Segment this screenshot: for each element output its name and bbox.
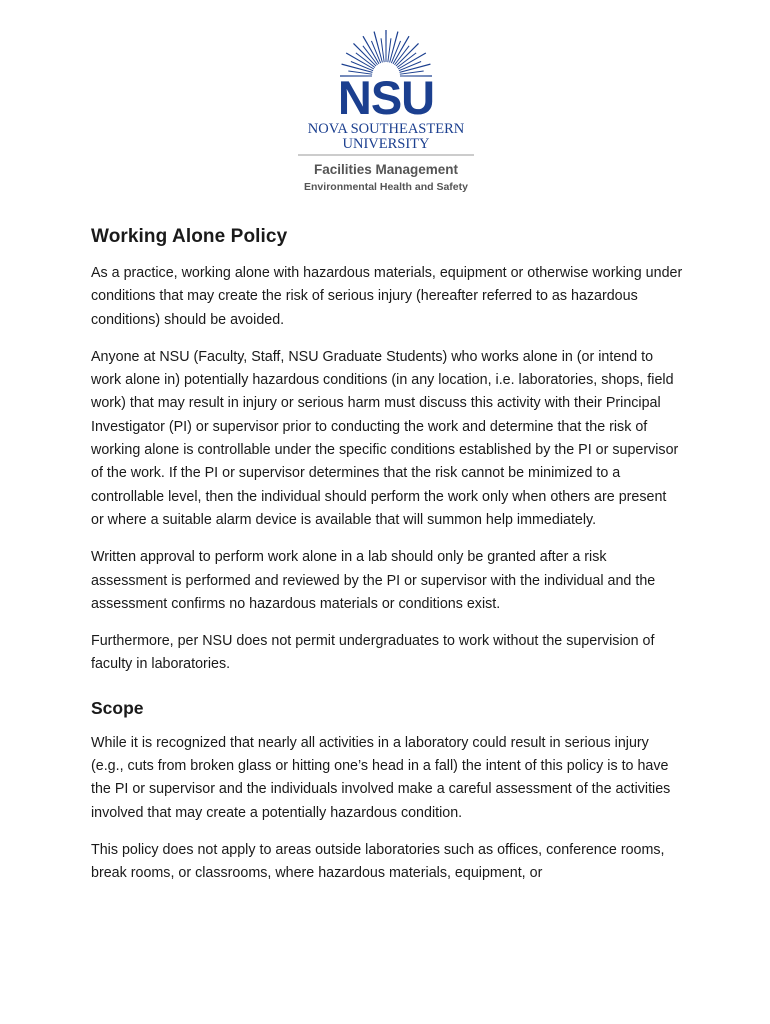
scope-paragraph-2: This policy does not apply to areas outside laboratories such as offices, conference rooms, break rooms, or classrooms, where hazardous materials, equipment, or (91, 841, 665, 882)
intro-paragraph-4: Furthermore, per NSU does not permit undergraduates to work without the supervision of faculty in laboratories. (91, 633, 655, 673)
nsu-sunburst-icon (295, 22, 477, 197)
document-header (0, 22, 770, 197)
logo-text: NSU (337, 71, 435, 124)
intro-paragraph-3: Written approval to perform work alone in a lab should only be granted after a risk assessment is performed and reviewed by the PI or supervisor with the individual and the assessment confirms no hazardous materials or conditions exist. (91, 549, 656, 612)
division-name: Environmental Health and Safety (304, 181, 468, 193)
sunburst-ray (396, 43, 419, 66)
intro-paragraph-1: As a practice, working alone with hazardous materials, equipment or otherwise working under conditions that may create the risk of serious injury (hereafter referred to as hazardous conditions) should be avoided. (91, 265, 683, 328)
sunburst-ray (353, 43, 376, 66)
scope-heading: Scope (91, 697, 144, 718)
sunburst-ray (385, 30, 386, 62)
university-name-line2: UNIVERSITY (342, 136, 430, 152)
sunburst-rays (340, 30, 432, 77)
document-body (91, 226, 683, 900)
department-name: Facilities Management (313, 162, 459, 177)
nsu-logo (295, 22, 477, 197)
scope-paragraph-1: While it is recognized that nearly all activities in a laboratory could result in serious injury (e.g., cuts from broken glass or hitting one’s head in a fall) the intent of this policy is to have the PI or supervisor and the individuals involved make a careful assessment of the activities involved that may create a potentially hazardous condition. (91, 734, 671, 821)
intro-paragraph-2: Anyone at NSU (Faculty, Staff, NSU Graduate Students) who works alone in (or intend to work alone in) potentially hazardous conditions (in any location, i.e. laboratories, shops, field work) that may result in injury or serious harm must discuss this activity with their Principal Investigator (PI) or supervisor prior to conducting the work and determine that the risk of working alone is controllable under the specific conditions established by the PI or supervisor of the work. If the PI or supervisor determines that the risk cannot be minimized to a controllable level, then the individual should perform the work only when others are present or where a suitable alarm device is available that will summon help immediately. (91, 348, 679, 528)
page-title: Working Alone Policy (91, 226, 288, 247)
university-name-line1: NOVA SOUTHEASTERN (307, 121, 465, 137)
